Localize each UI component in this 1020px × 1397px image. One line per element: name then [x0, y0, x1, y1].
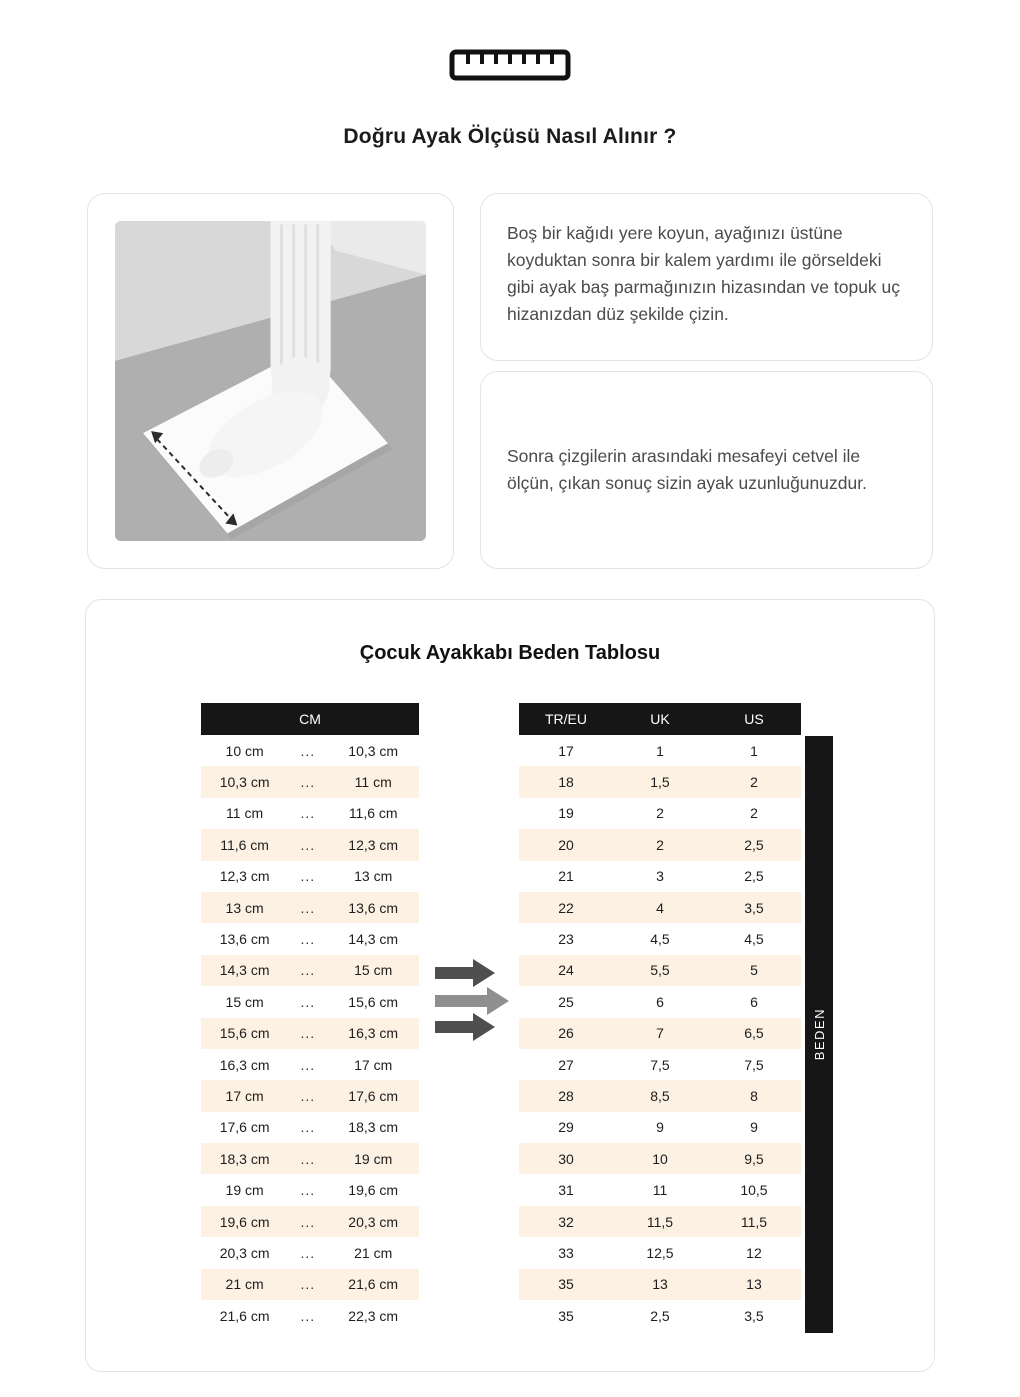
size-table-row [519, 766, 801, 797]
table-cell: 21 [558, 868, 574, 885]
size-table-row [519, 1206, 801, 1237]
size-table-row [519, 735, 801, 766]
table-cell: 3 [656, 868, 664, 885]
table-cell: 22,3 cm [348, 1307, 399, 1324]
table-cell: 13 cm [225, 899, 264, 916]
table-cell: ... [300, 1244, 316, 1261]
size-table-row [519, 1300, 801, 1331]
table-cell: 13,6 cm [348, 899, 399, 916]
table-cell: 3,5 [744, 1307, 764, 1324]
table-cell: 20,3 cm [219, 1244, 270, 1261]
measurement-guide-section [87, 193, 933, 569]
header-tr-eu: TR/EU [544, 711, 587, 727]
cm-table-row [201, 1174, 419, 1205]
table-cell: 19 cm [225, 1182, 264, 1199]
cm-table-row [201, 861, 419, 892]
table-cell: 6 [656, 993, 664, 1010]
table-cell: 10,5 [740, 1182, 768, 1199]
table-cell: 15 cm [354, 962, 393, 979]
table-cell: 13 cm [354, 868, 393, 885]
size-table-row [519, 1269, 801, 1300]
table-cell: 2 [656, 805, 664, 822]
size-table-row [519, 986, 801, 1017]
table-cell: ... [300, 1150, 316, 1167]
table-cell: ... [300, 931, 316, 948]
cm-table-row [201, 1080, 419, 1111]
table-cell: 4,5 [744, 931, 764, 948]
table-cell: 2,5 [744, 836, 764, 853]
table-cell: 12,3 cm [348, 836, 399, 853]
table-cell: 19,6 cm [219, 1213, 270, 1230]
table-cell: 10 cm [225, 742, 264, 759]
foot-measurement-photo-card [87, 193, 454, 569]
cm-table-row [201, 766, 419, 797]
table-cell: 2 [656, 836, 664, 853]
beden-side-label: BEDEN [811, 1008, 827, 1061]
table-cell: 8,5 [650, 1087, 670, 1104]
cm-table-row [201, 1269, 419, 1300]
cm-table-row [201, 829, 419, 860]
table-cell: ... [300, 836, 316, 853]
cm-table-row [201, 1300, 419, 1331]
size-table-row [519, 861, 801, 892]
instruction-cards [480, 193, 933, 569]
table-cell: 7 [656, 1025, 664, 1042]
table-cell: ... [300, 1213, 316, 1230]
table-cell: 35 [558, 1307, 574, 1324]
table-cell: 6 [750, 993, 758, 1010]
size-table-row [519, 798, 801, 829]
size-conversion-table [519, 703, 801, 1331]
table-cell: 21,6 cm [219, 1307, 270, 1324]
table-cell: 2 [750, 805, 758, 822]
table-cell: 12 [746, 1244, 762, 1261]
table-cell: 19 cm [354, 1150, 393, 1167]
table-cell: 11,5 [740, 1213, 768, 1230]
table-cell: ... [300, 868, 316, 885]
table-cell: ... [300, 1025, 316, 1042]
table-cell: 16,3 cm [348, 1025, 399, 1042]
size-tables-area [86, 703, 934, 1335]
table-cell: 12,5 [646, 1244, 674, 1261]
table-cell: 4 [656, 899, 664, 916]
table-cell: 5 [750, 962, 758, 979]
table-cell: 17 cm [354, 1056, 393, 1073]
size-table-title: Çocuk Ayakkabı Beden Tablosu [359, 642, 661, 664]
size-table-row [519, 1237, 801, 1268]
cm-table [201, 703, 419, 1331]
table-cell: 11,6 cm [348, 805, 398, 822]
table-cell: 17,6 cm [348, 1087, 399, 1104]
table-cell: 1 [656, 742, 664, 759]
table-cell: 7,5 [744, 1056, 764, 1073]
ruler-icon-container [0, 0, 1020, 87]
table-cell: 2,5 [650, 1307, 670, 1324]
table-cell: 7,5 [650, 1056, 670, 1073]
size-table-header [519, 703, 801, 735]
cm-table-row [201, 923, 419, 954]
cm-table-row [201, 1143, 419, 1174]
table-cell: 2 [750, 774, 758, 791]
cm-table-row [201, 1112, 419, 1143]
table-cell: 25 [558, 993, 574, 1010]
cm-table-header: CM [201, 703, 419, 735]
table-cell: 21 cm [225, 1276, 264, 1293]
size-table-row [519, 829, 801, 860]
table-cell: 28 [558, 1087, 574, 1104]
instruction-text-1: Boş bir kağıdı yere koyun, ayağınızı üstüne koyduktan sonra bir kalem yardımı ile görseldeki gibi ayak baş parmağınızın hizasından ve topuk uç hizanızdan düz şekilde çizin. [507, 223, 901, 325]
table-cell: 18,3 cm [348, 1119, 399, 1136]
table-cell: 33 [558, 1244, 574, 1261]
table-cell: 10,3 cm [219, 774, 270, 791]
table-cell: 13 [746, 1276, 762, 1293]
header-uk: UK [650, 711, 670, 727]
table-cell: ... [300, 1087, 316, 1104]
table-cell: 19 [558, 805, 574, 822]
ruler-icon [449, 48, 571, 87]
table-cell: 23 [558, 931, 574, 948]
cm-table-row [201, 1018, 419, 1049]
table-cell: 14,3 cm [219, 962, 270, 979]
table-cell: 9 [750, 1119, 758, 1136]
cm-table-row [201, 1206, 419, 1237]
beden-side-bar [805, 736, 833, 1333]
cm-table-body [201, 735, 419, 1331]
size-table-row [519, 1080, 801, 1111]
table-cell: 35 [558, 1276, 574, 1293]
page-title: Doğru Ayak Ölçüsü Nasıl Alınır ? [343, 125, 677, 148]
cm-table-row [201, 892, 419, 923]
table-cell: 27 [558, 1056, 574, 1073]
size-table-row [519, 923, 801, 954]
cm-table-row [201, 798, 419, 829]
table-cell: ... [300, 805, 316, 822]
size-table-card [85, 599, 935, 1372]
table-cell: 13 [652, 1276, 668, 1293]
table-cell: 11 cm [226, 805, 264, 822]
table-cell: 11,5 [646, 1213, 674, 1230]
table-cell: 1,5 [650, 774, 670, 791]
table-cell: 13,6 cm [219, 931, 270, 948]
table-cell: 20,3 cm [348, 1213, 399, 1230]
cm-table-row [201, 1049, 419, 1080]
table-cell: 31 [558, 1182, 574, 1199]
table-cell: 2,5 [744, 868, 764, 885]
table-cell: 30 [558, 1150, 574, 1167]
foot-on-paper-photo [115, 221, 426, 541]
table-cell: 12,3 cm [219, 868, 270, 885]
table-cell: 18,3 cm [219, 1150, 270, 1167]
table-cell: 17,6 cm [219, 1119, 270, 1136]
size-table-row [519, 1018, 801, 1049]
table-cell: ... [300, 742, 316, 759]
table-cell: 20 [558, 836, 574, 853]
cm-table-row [201, 735, 419, 766]
table-cell: 21 cm [354, 1244, 393, 1261]
table-cell: 15 cm [225, 993, 264, 1010]
cm-table-row [201, 1237, 419, 1268]
instruction-card-2 [480, 371, 933, 569]
table-cell: 9 [656, 1119, 664, 1136]
size-table-row [519, 892, 801, 923]
table-cell: ... [300, 1182, 316, 1199]
table-cell: ... [300, 1307, 316, 1324]
size-table-row [519, 1112, 801, 1143]
instruction-text-2: Sonra çizgilerin arasındaki mesafeyi cetvel ile ölçün, çıkan sonuç sizin ayak uzunluğunuzdur. [507, 445, 867, 493]
table-cell: 22 [558, 899, 574, 916]
table-cell: ... [300, 1056, 316, 1073]
table-cell: 10,3 cm [348, 742, 399, 759]
header-us: US [744, 711, 764, 727]
table-cell: ... [300, 899, 316, 916]
table-cell: 11,6 cm [220, 836, 269, 853]
table-cell: 6,5 [744, 1025, 764, 1042]
table-cell: 19,6 cm [348, 1182, 399, 1199]
table-cell: 15,6 cm [219, 1025, 270, 1042]
table-cell: 14,3 cm [348, 931, 399, 948]
table-cell: 24 [558, 962, 574, 979]
table-cell: ... [300, 993, 316, 1010]
table-cell: 10 [652, 1150, 668, 1167]
size-table-body [519, 735, 801, 1331]
table-cell: 1 [750, 742, 758, 759]
table-cell: 29 [558, 1119, 574, 1136]
table-cell: 5,5 [650, 962, 670, 979]
instruction-card-1 [480, 193, 933, 361]
table-cell: ... [300, 1119, 316, 1136]
table-cell: 17 [558, 742, 574, 759]
table-cell: 15,6 cm [348, 993, 399, 1010]
table-cell: ... [300, 962, 316, 979]
table-cell: ... [300, 1276, 316, 1293]
table-cell: 9,5 [744, 1150, 764, 1167]
cm-table-row [201, 955, 419, 986]
table-cell: 16,3 cm [219, 1056, 270, 1073]
table-cell: ... [300, 774, 316, 791]
table-cell: 4,5 [650, 931, 670, 948]
table-cell: 32 [558, 1213, 574, 1230]
table-cell: 3,5 [744, 899, 764, 916]
table-cell: 17 cm [225, 1087, 264, 1104]
size-table-row [519, 955, 801, 986]
table-cell: 8 [750, 1087, 758, 1104]
table-cell: 11 cm [354, 774, 392, 791]
size-table-row [519, 1174, 801, 1205]
table-cell: 11 [652, 1182, 668, 1199]
cm-table-row [201, 986, 419, 1017]
table-cell: 26 [558, 1025, 574, 1042]
table-cell: 18 [558, 774, 574, 791]
size-table-row [519, 1143, 801, 1174]
mapping-arrows-icon [427, 949, 517, 1041]
size-table-row [519, 1049, 801, 1080]
table-cell: 21,6 cm [348, 1276, 399, 1293]
